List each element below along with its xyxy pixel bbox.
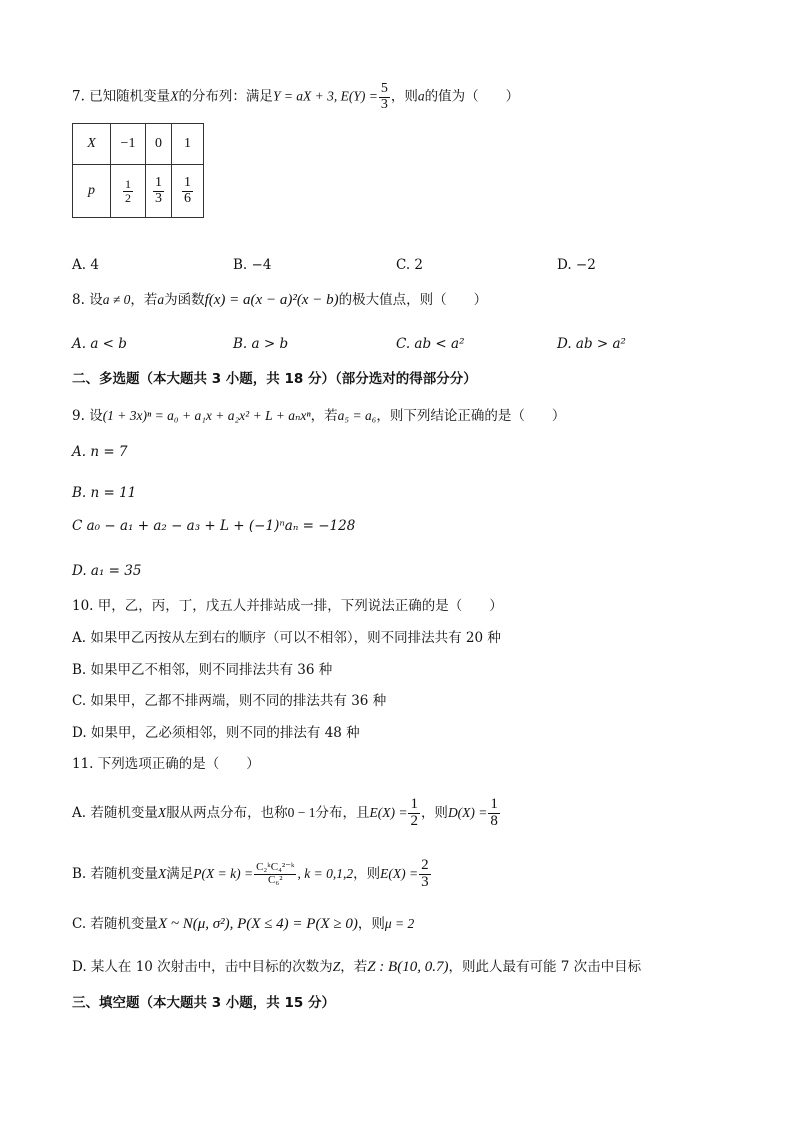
q11-b-px: P(X = k) = (193, 866, 254, 881)
q9-text-a: 设 (89, 408, 103, 424)
q11-b-k: , k = 0,1,2 (297, 866, 354, 881)
section-2-heading: 二、多选题（本大题共 3 小题，共 18 分）（部分选对的得部分分） (72, 371, 477, 387)
q11-c-expr: X ~ N(μ, σ²), P(X ≤ 4) = P(X ≥ 0) (157, 916, 358, 932)
q8-text-c: 为函数 (164, 292, 205, 308)
q7-option-c[interactable]: C. 2 (396, 257, 424, 273)
q11-option-a[interactable] (72, 794, 501, 832)
q8-option-a[interactable]: A. a < b (72, 336, 127, 352)
q11-b-frac: $\frac{\text{C₂ᵏC₄²⁻ᵏ}}{\text{C₆²}}$ (256, 861, 295, 886)
q7-stem (72, 81, 520, 112)
q7-text-a: 已知随机变量 (89, 88, 171, 105)
q11-a-text1: A. 若随机变量 (72, 805, 158, 821)
q7-text-b: 的分布列：满足 (178, 88, 273, 105)
q8-number: 8. (72, 292, 85, 308)
table-header-1: 1 (172, 124, 204, 165)
q11-a-dx-frac: $\frac{1}{8}$ (490, 796, 498, 829)
q8-stem (72, 293, 487, 308)
table-cell-p3: $\frac{1}{6}$ (172, 165, 204, 218)
q7-option-b[interactable]: B. −4 (233, 257, 272, 273)
q7-number: 7. (72, 88, 85, 105)
q10-option-a[interactable]: A. 如果甲乙丙按从左到右的顺序（可以不相邻），则不同排法共有 20 种 (72, 630, 501, 646)
q10-option-c[interactable]: C. 如果甲，乙都不排两端，则不同的排法共有 36 种 (72, 693, 387, 709)
q11-a-dist: 0 − 1 (287, 805, 316, 820)
q11-b-text3: ，则 (353, 866, 381, 882)
q11-b-ex: E(X) = (380, 866, 419, 881)
q11-b-text1: B. 若随机变量 (72, 866, 159, 882)
q9-number: 9. (72, 408, 85, 424)
q9-option-c[interactable]: C a₀ − a₁ + a₂ − a₃ + L + (−1)ⁿaₙ = −128 (72, 518, 356, 534)
q11-stem: 11. 下列选项正确的是（ ） (72, 756, 260, 772)
q8-option-d[interactable]: D. ab > a² (557, 336, 626, 352)
q11-b-ex-frac: $\frac{2}{3}$ (421, 857, 429, 890)
q10-option-b[interactable]: B. 如果甲乙不相邻，则不同排法共有 36 种 (72, 662, 333, 678)
q9-text-c: ，则下列结论正确的是（ ） (376, 408, 566, 424)
q11-a-ex-frac: $\frac{1}{2}$ (410, 796, 418, 829)
q9-expression: (1 + 3x)ⁿ = a₀ + a₁x + a₂x² + L + aₙxⁿ (102, 408, 311, 423)
q9-option-d[interactable]: D. a₁ = 35 (72, 563, 142, 579)
q11-d-expr: Z : B(10, 0.7) (367, 959, 449, 975)
q8-option-b[interactable]: B. a > b (233, 336, 289, 352)
q11-d-text3: ，则此人最有可能 7 次击中目标 (448, 959, 642, 975)
distribution-table (72, 123, 204, 218)
q7-var-x: X (170, 88, 179, 104)
q10-stem: 10. 甲，乙，丙，丁，戊五人并排站成一排，下列说法正确的是（ ） (72, 598, 503, 614)
q11-a-text2: 服从两点分布，也称 (166, 805, 288, 821)
q11-a-ex: E(X) = (369, 805, 408, 820)
q7-text-c: ，则 (390, 88, 418, 105)
q11-a-text3: 分布，且 (315, 805, 370, 821)
q9-condition: a₅ = a₆ (337, 408, 377, 423)
table-header-0: 0 (146, 124, 172, 165)
q11-option-d[interactable] (72, 960, 641, 975)
q11-a-dx: D(X) = (447, 805, 488, 820)
q9-option-b[interactable]: B. n = 11 (72, 485, 137, 501)
table-header-neg1: −1 (111, 124, 146, 165)
q8-function: f(x) = a(x − a)²(x − b) (204, 292, 339, 308)
q7-fraction: $\frac{5}{3}$ (380, 81, 388, 112)
q11-option-c[interactable] (72, 917, 414, 932)
q8-text-d: 的极大值点，则（ ） (338, 292, 488, 308)
q7-text-d: 的值为（ ） (424, 88, 520, 105)
section-3-heading: 三、填空题（本大题共 3 小题，共 15 分） (72, 995, 335, 1011)
q11-d-var: Z (332, 959, 341, 974)
q11-a-text4: ，则 (420, 805, 448, 821)
table-cell-p2: $\frac{1}{3}$ (146, 165, 172, 218)
q11-c-text1: C. 若随机变量 (72, 916, 158, 932)
q7-option-a[interactable]: A. 4 (72, 257, 99, 273)
q11-d-text2: ，若 (340, 959, 368, 975)
table-header-x: X (73, 124, 111, 165)
q11-b-text2: 满足 (166, 866, 194, 882)
q11-d-text1: D. 某人在 10 次射击中，击中目标的次数为 (72, 959, 333, 975)
q11-b-var: X (158, 866, 167, 881)
q7-option-d[interactable]: D. −2 (557, 257, 596, 273)
q8-option-c[interactable]: C. ab < a² (396, 336, 465, 352)
q9-text-b: ，若 (310, 408, 338, 424)
q7-equation: Y = aX + 3, E(Y) = (272, 88, 378, 104)
q9-option-a[interactable]: A. n = 7 (72, 444, 128, 460)
q10-option-d[interactable]: D. 如果甲，乙必须相邻，则不同的排法有 48 种 (72, 725, 360, 741)
q8-var-a: a (157, 292, 165, 307)
q11-a-var: X (157, 805, 167, 820)
q9-stem (72, 409, 565, 424)
q8-text-a: 设 (89, 292, 103, 308)
q11-option-b[interactable] (72, 852, 432, 896)
q7-var-a: a (417, 88, 425, 104)
q11-c-text2: ，则 (357, 916, 385, 932)
q8-text-b: ，若 (130, 292, 158, 308)
table-cell-p1: $\frac{1}{2}$ (111, 165, 146, 218)
q8-condition: a ≠ 0 (102, 292, 131, 307)
table-row-label-p: p (73, 165, 111, 218)
q11-c-mu: μ = 2 (384, 916, 415, 931)
